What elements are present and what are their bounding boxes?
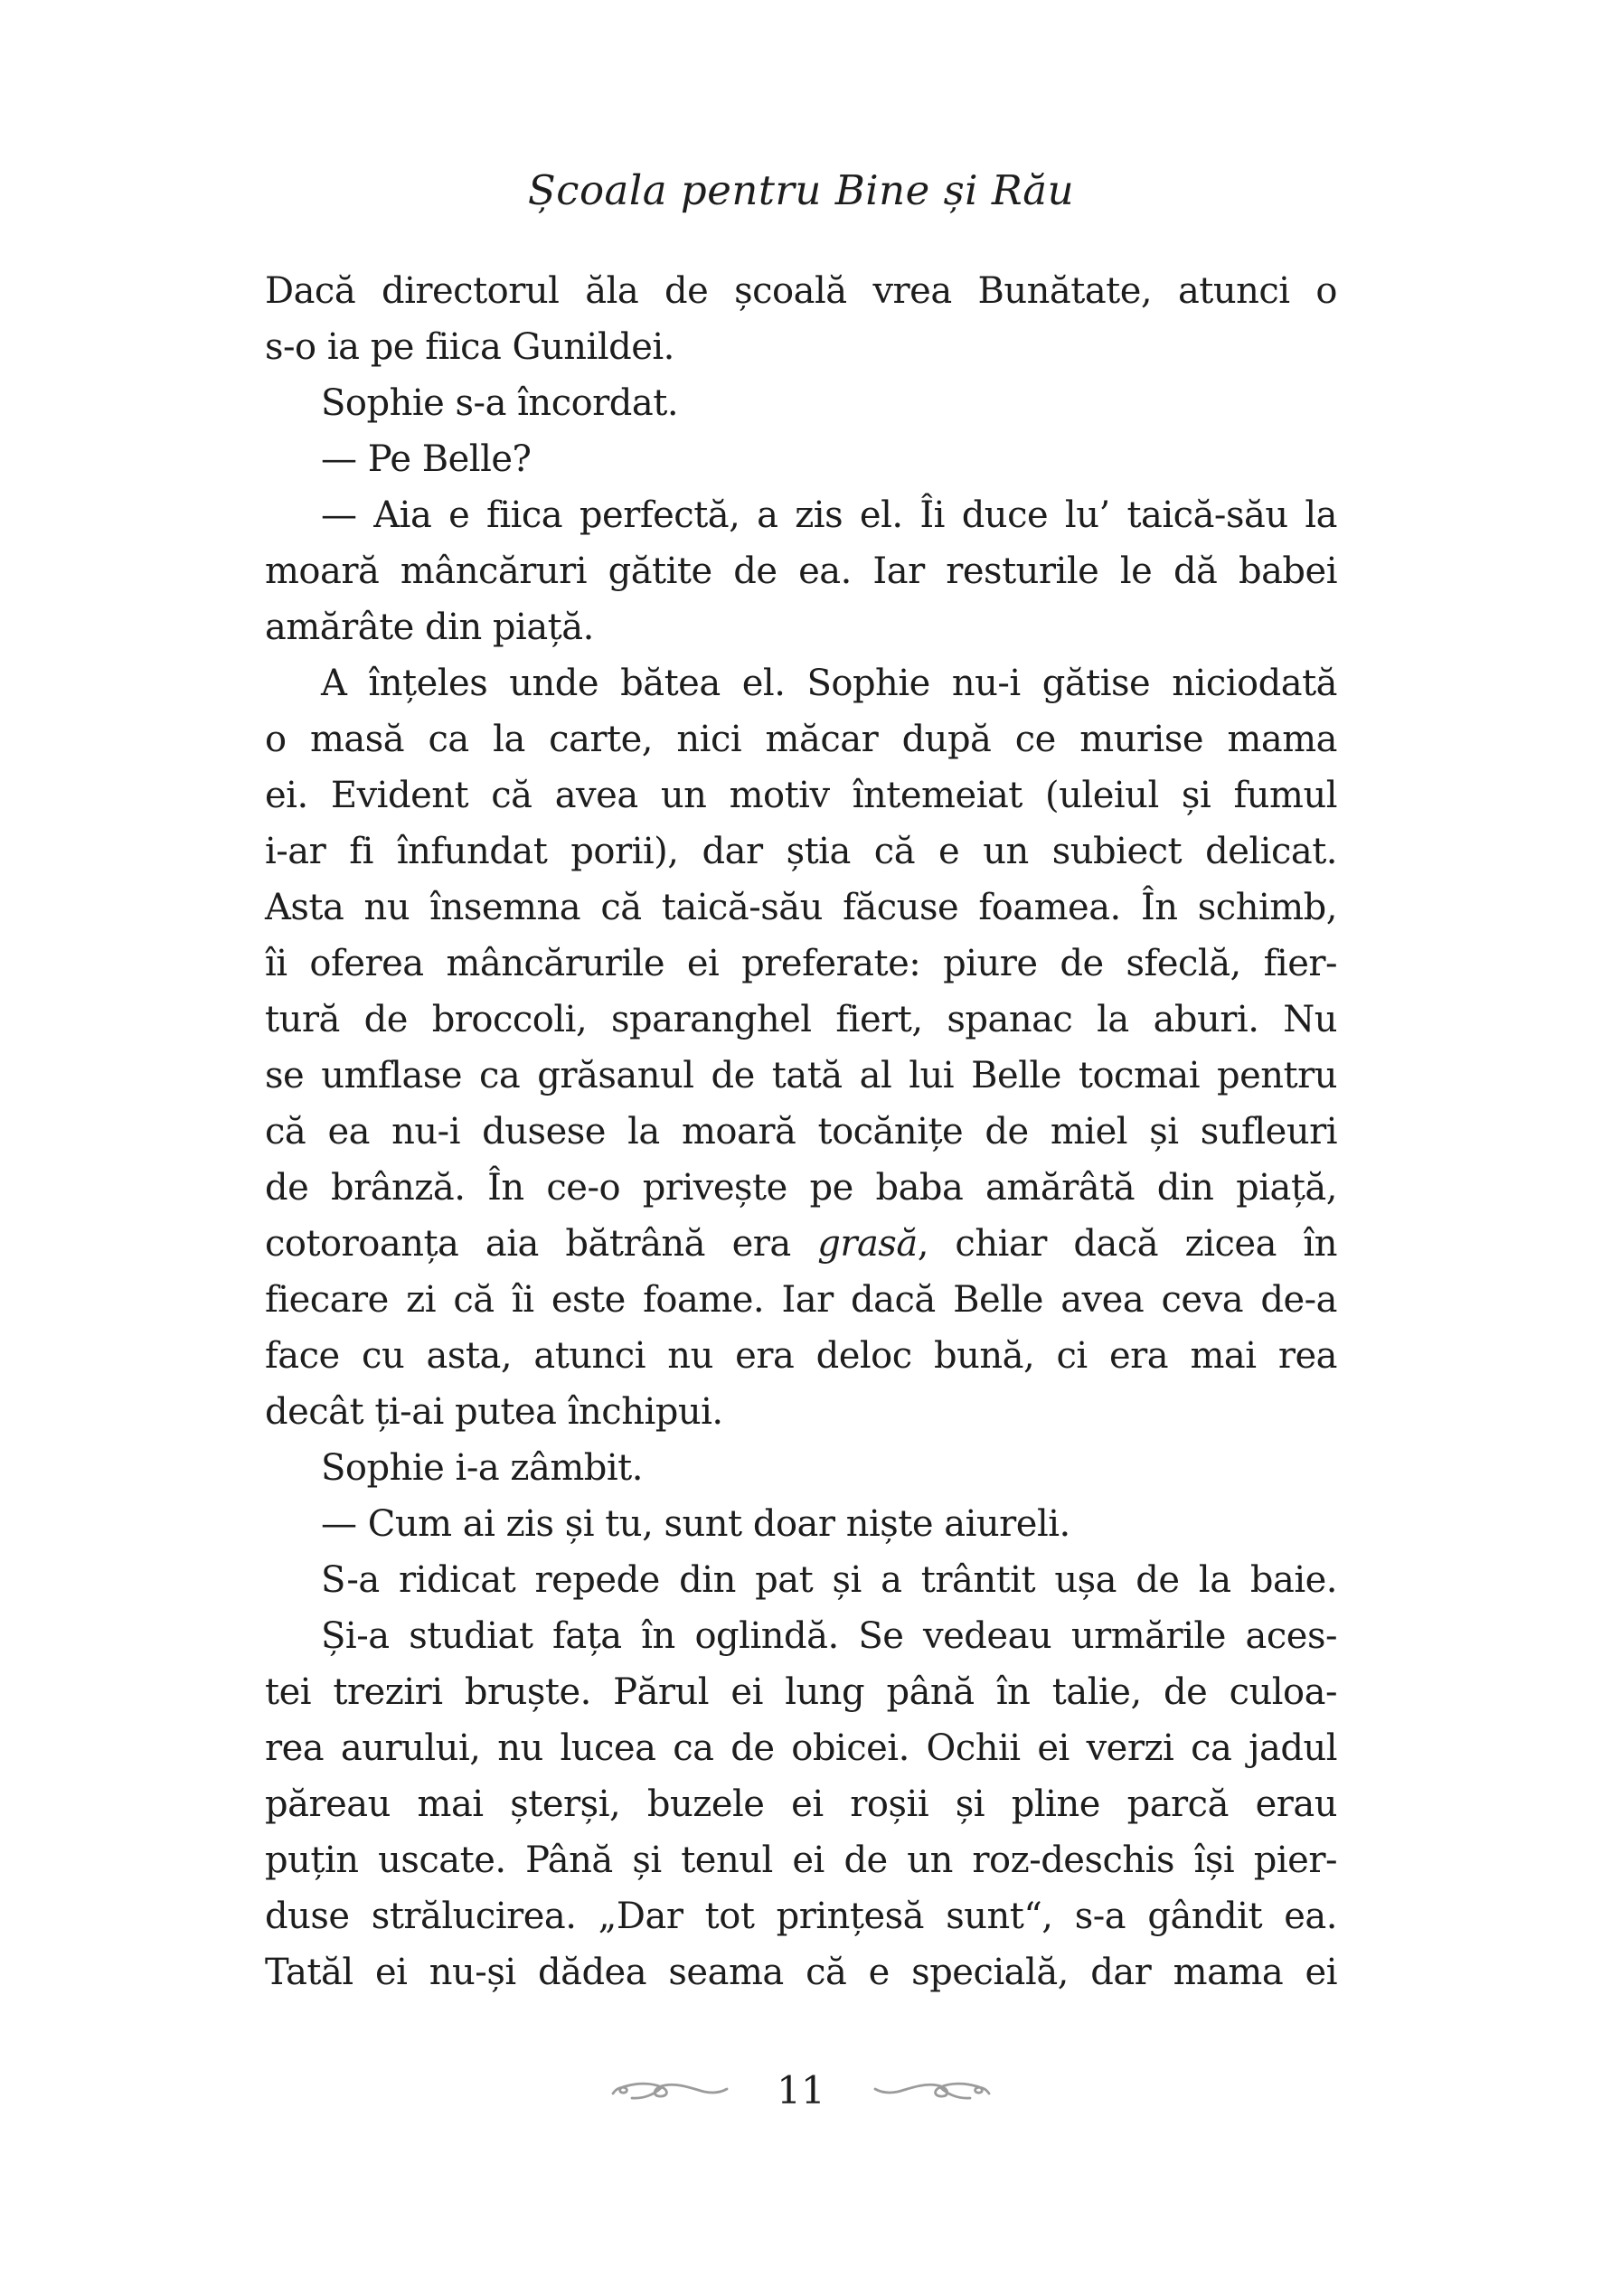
text-line: de brânză. În ce-o privește pe baba amărâtă din piață, — [265, 1167, 1337, 1209]
text-line: — Aia e fiica perfectă, a zis el. Îi duce lu’ taică-său la — [321, 494, 1337, 536]
text-line: îi oferea mâncărurile ei preferate: piure de sfeclă, fier- — [265, 943, 1337, 984]
text-line: cotoroanța aia bătrână era grasă, chiar dacă zicea în — [265, 1223, 1337, 1265]
text-line: amărâte din piață. — [265, 607, 594, 648]
running-header: Școala pentru Bine și Rău — [527, 166, 1075, 214]
text-line: A înțeles unde bătea el. Sophie nu-i gătise niciodată — [321, 663, 1337, 704]
text-line: o masă ca la carte, nici măcar după ce murise mama — [265, 719, 1337, 760]
text-line: face cu asta, atunci nu era deloc bună, ci era mai rea — [265, 1335, 1337, 1377]
text-line: rea aurului, nu lucea ca de obicei. Ochii ei verzi ca jadul — [265, 1727, 1337, 1769]
text-line: Asta nu însemna că taică-său făcuse foamea. În schimb, — [265, 887, 1337, 928]
text-line: Sophie s-a încordat. — [321, 382, 679, 424]
page-body — [265, 263, 1337, 2000]
text-line: tură de broccoli, sparanghel fiert, spanac la aburi. Nu — [265, 999, 1337, 1040]
text-line: moară mâncăruri gătite de ea. Iar resturile le dă babei — [265, 550, 1337, 592]
text-line: Tatăl ei nu-și dădea seama că e specială, dar mama ei — [265, 1952, 1337, 1993]
text-line: — Cum ai zis și tu, sunt doar niște aiureli. — [321, 1503, 1070, 1545]
text-line: puțin uscate. Până și tenul ei de un roz-deschis își pier- — [265, 1840, 1337, 1881]
text-line: fiecare zi că îi este foame. Iar dacă Belle avea ceva de-a — [265, 1279, 1337, 1321]
text-line: S-a ridicat repede din pat și a trântit ușa de la baie. — [321, 1559, 1337, 1601]
text-line: Sophie i-a zâmbit. — [321, 1447, 643, 1489]
text-line: se umflase ca grăsanul de tată al lui Belle tocmai pentru — [265, 1055, 1337, 1096]
text-line: că ea nu-i dusese la moară tocănițe de miel și sufleuri — [265, 1111, 1337, 1153]
swash-flourish-icon — [872, 2075, 992, 2107]
page-footer — [265, 2068, 1337, 2113]
text-line: i-ar fi înfundat porii), dar știa că e un subiect delicat. — [265, 831, 1337, 872]
text-line: duse strălucirea. „Dar tot prințesă sunt“, s-a gândit ea. — [265, 1896, 1337, 1937]
text-line: decât ți-ai putea închipui. — [265, 1391, 723, 1433]
swash-flourish-icon — [610, 2075, 730, 2107]
text-line: Dacă directorul ăla de școală vrea Bunătate, atunci o — [265, 270, 1337, 312]
page-number: 11 — [777, 2068, 825, 2113]
text-line: ei. Evident că avea un motiv întemeiat (uleiul și fumul — [265, 775, 1337, 816]
text-line: păreau mai șterși, buzele ei roșii și pline parcă erau — [265, 1783, 1337, 1825]
text-line: Și-a studiat fața în oglindă. Se vedeau urmările aces- — [321, 1615, 1337, 1657]
text-line: tei treziri bruște. Părul ei lung până în talie, de culoa- — [265, 1671, 1337, 1713]
text-line: s-o ia pe fiica Gunildei. — [265, 326, 674, 368]
text-line: — Pe Belle? — [321, 438, 532, 480]
